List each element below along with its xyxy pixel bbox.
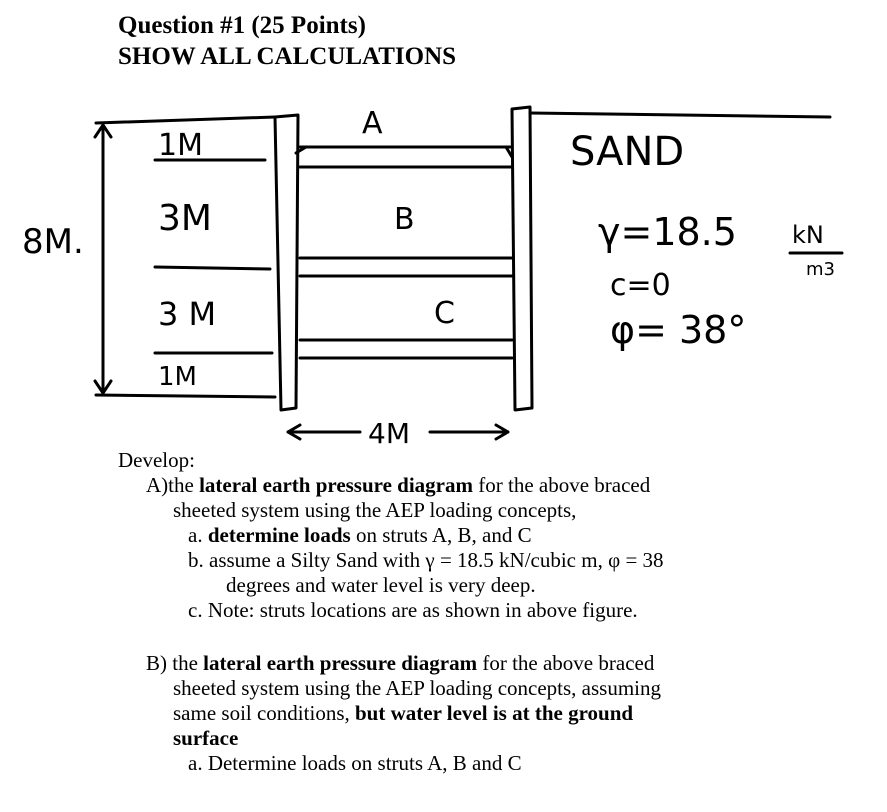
strut-b (300, 258, 512, 276)
part-a-line2: sheeted system using the AEP loading concepts, (173, 498, 577, 522)
unit-weight-unit-top: kN (792, 221, 824, 249)
part-b-line3: same soil conditions, but water level is at the ground (173, 701, 634, 725)
depth-label-2: 3M (158, 198, 212, 239)
width-label: 4M (368, 417, 410, 450)
height-arrow (95, 125, 111, 393)
part-b-line1: B) the lateral earth pressure diagram for the above braced (146, 651, 655, 675)
ground-line-left (96, 117, 275, 123)
question-header (118, 10, 456, 72)
ground-line-right (530, 113, 830, 117)
strut-c-label: C (434, 296, 455, 331)
unit-weight-label: γ=18.5 (598, 210, 737, 254)
develop-label: Develop: (118, 448, 195, 472)
unit-weight-unit-bottom: m3 (806, 259, 835, 280)
part-a-item-b-line1: b. assume a Silty Sand with γ = 18.5 kN/cubic m, φ = 38 (188, 548, 664, 572)
strut-a (300, 147, 512, 167)
part-a-item-b-line2: degrees and water level is very deep. (226, 573, 536, 597)
braced-excavation-sketch (0, 95, 887, 455)
question-subtitle: SHOW ALL CALCULATIONS (118, 43, 457, 70)
depth-label-3: 3 M (158, 295, 217, 333)
part-a-item-c: c. Note: struts locations are as shown in above figure. (188, 598, 638, 622)
right-sheet-pile (512, 107, 532, 410)
part-a-line1: A)the lateral earth pressure diagram for the above braced (146, 473, 651, 497)
strut-a-label: A (362, 106, 383, 141)
depth-label-4: 1M (158, 362, 197, 392)
depth-label-1: 1M (158, 128, 203, 163)
total-height-label: 8M. (22, 222, 84, 262)
part-b-item-a: a. Determine loads on struts A, B and C (188, 751, 522, 775)
soil-label: SAND (570, 129, 685, 175)
part-b-line2: sheeted system using the AEP loading concepts, assuming (173, 676, 661, 700)
part-a-item-a: a. determine loads on struts A, B, and C (188, 523, 532, 547)
strut-c (300, 340, 512, 358)
strut-b-label: B (394, 202, 415, 237)
question-body (118, 448, 878, 776)
question-title: Question #1 (25 Points) (118, 12, 366, 39)
friction-angle-label: φ= 38° (610, 308, 747, 352)
part-b-line4: surface (173, 726, 239, 750)
left-sheet-pile (275, 115, 298, 410)
cohesion-label: c=0 (610, 268, 671, 303)
